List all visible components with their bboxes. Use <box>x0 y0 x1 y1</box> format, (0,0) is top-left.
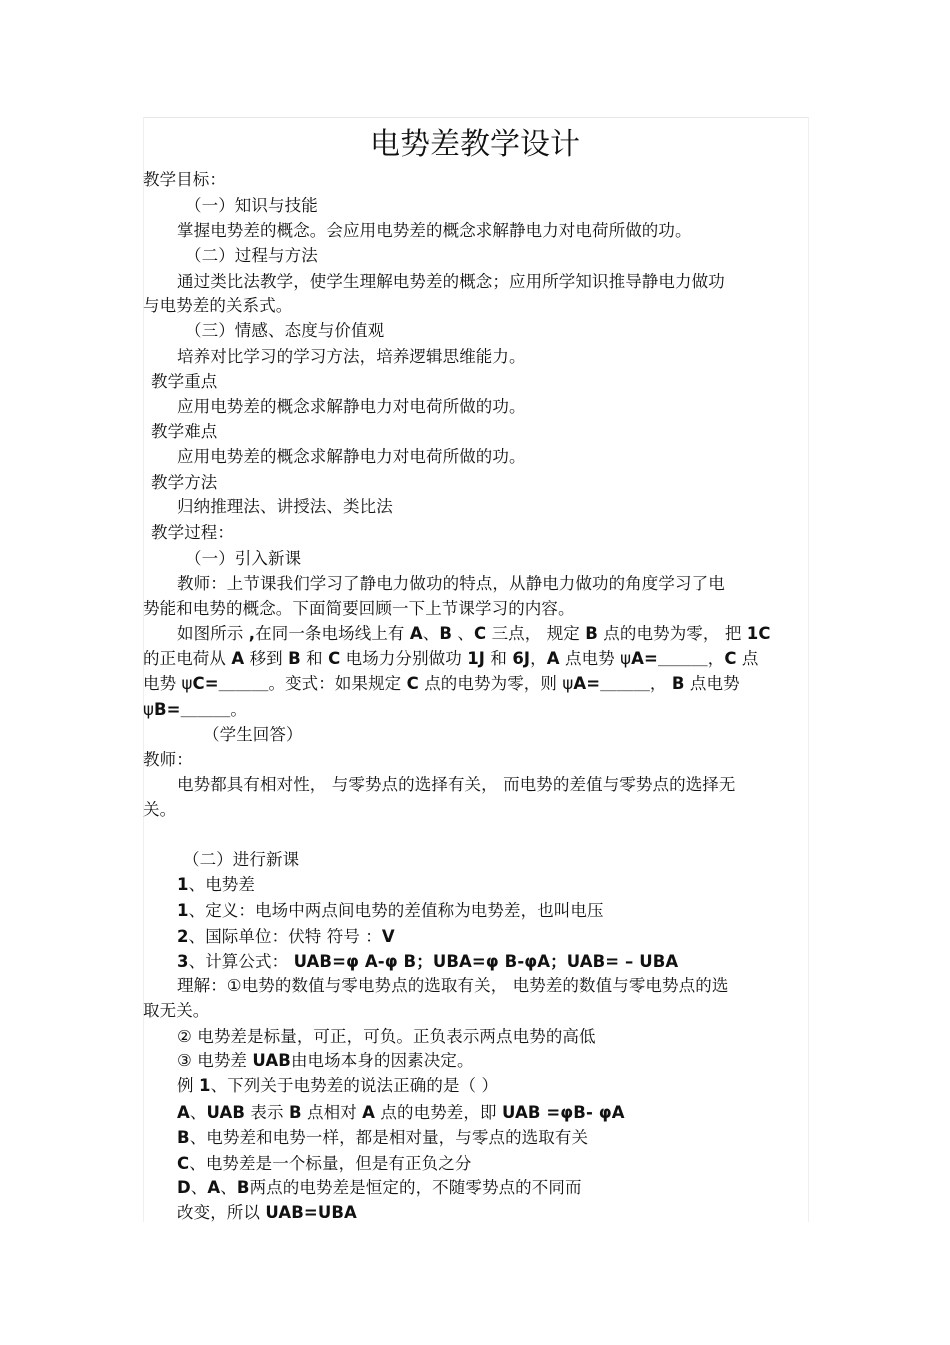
text-line: 改变，所以 UAB=UBA <box>177 1203 357 1222</box>
option-b: B、电势差和电势一样，都是相对量，与零点的选取有关 <box>177 1128 589 1147</box>
text-line: 教师：上节课我们学习了静电力做功的特点，从静电力做功的角度学习了电 <box>177 574 725 593</box>
option-d: D、A、B两点的电势差是恒定的，不随零势点的不同而 <box>177 1178 582 1197</box>
section-knowledge: （一）知识与技能 <box>185 196 318 215</box>
difficulty-heading: 教学难点 <box>151 422 218 441</box>
section-new-lesson: （二）进行新课 <box>183 850 300 869</box>
goals-heading: 教学目标： <box>143 170 226 189</box>
section-process: （二）过程与方法 <box>185 246 318 265</box>
key-points-heading: 教学重点 <box>151 372 218 391</box>
text-line: 与电势差的关系式。 <box>143 296 293 315</box>
text-line: 归纳推理法、讲授法、类比法 <box>177 497 393 516</box>
subheading: 1、电势差 <box>177 875 256 894</box>
text-line: 2、国际单位：伏特 符号 ：V <box>177 927 395 946</box>
text-line: 关。 <box>143 800 177 819</box>
option-a: A、UAB 表示 B 点相对 A 点的电势差，即 UAB =φB- φA <box>177 1103 625 1122</box>
text-line: 如图所示 ,在同一条电场线上有 A、B 、C 三点， 规定 B 点的电势为零， 把 1C <box>177 624 771 643</box>
text-line: 电势 ψC=＿＿＿。变式：如果规定 C 点的电势为零，则 ψA=＿＿＿， B 点电势 <box>143 674 740 693</box>
text-line: 理解：①电势的数值与零电势点的选取有关， 电势差的数值与零电势点的选 <box>177 976 729 995</box>
section-emotion: （三）情感、态度与价值观 <box>185 321 385 340</box>
text-line: 电势都具有相对性， 与零势点的选择有关， 而电势的差值与零势点的选择无 <box>177 775 736 794</box>
text-line: 取无关。 <box>143 1001 210 1020</box>
process-heading: 教学过程： <box>151 523 234 542</box>
student-answer: （学生回答） <box>203 725 303 744</box>
text-line: ψB=＿＿＿。 <box>143 700 248 719</box>
text-line: ② 电势差是标量，可正，可负。正负表示两点电势的高低 <box>177 1027 596 1046</box>
example-question: 例 1、下列关于电势差的说法正确的是（ ） <box>177 1076 499 1095</box>
formula-line: 3、计算公式： UAB=φ A-φ B；UBA=φ B-φA；UAB= – UBA <box>177 952 679 971</box>
text-line: 培养对比学习的学习方法，培养逻辑思维能力。 <box>177 347 526 366</box>
document-title: 电势差教学设计 <box>370 127 580 162</box>
option-c: C、电势差是一个标量，但是有正负之分 <box>177 1154 472 1173</box>
section-intro: （一）引入新课 <box>185 549 302 568</box>
text-line: 应用电势差的概念求解静电力对电荷所做的功。 <box>177 397 526 416</box>
text-line: 掌握电势差的概念。会应用电势差的概念求解静电力对电荷所做的功。 <box>177 221 692 240</box>
text-line: ③ 电势差 UAB由电场本身的因素决定。 <box>177 1051 474 1070</box>
text-line: 应用电势差的概念求解静电力对电荷所做的功。 <box>177 447 526 466</box>
text-line: 势能和电势的概念。下面简要回顾一下上节课学习的内容。 <box>143 599 575 618</box>
text-line: 通过类比法教学，使学生理解电势差的概念；应用所学知识推导静电力做功 <box>177 272 725 291</box>
text-line: 的正电荷从 A 移到 B 和 C 电场力分别做功 1J 和 6J，A 点电势 ψA=＿＿＿，C 点 <box>143 649 759 668</box>
teacher-label: 教师： <box>143 750 193 769</box>
text-line: 1、定义：电场中两点间电势的差值称为电势差，也叫电压 <box>177 901 604 920</box>
method-heading: 教学方法 <box>151 473 218 492</box>
